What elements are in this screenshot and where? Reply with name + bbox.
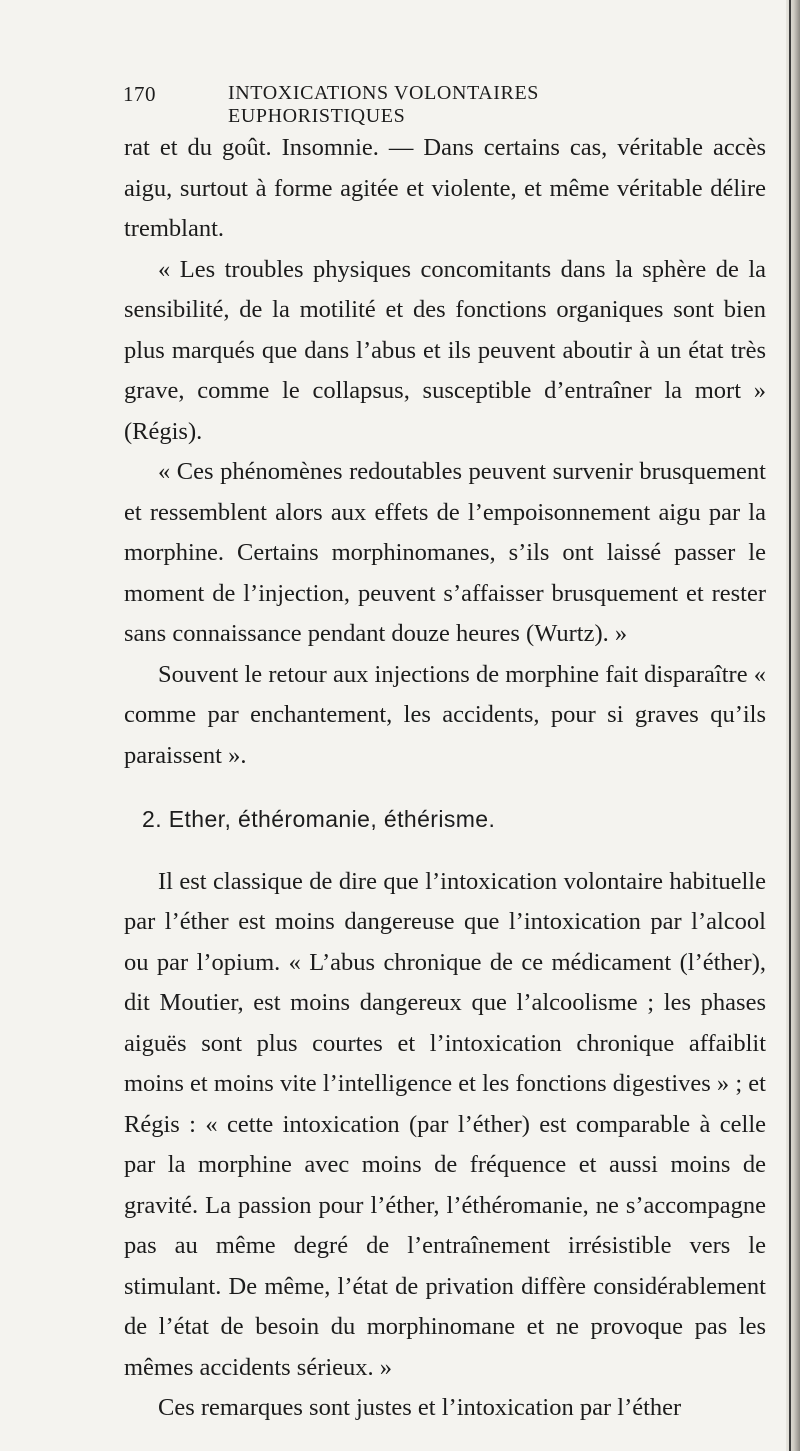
page-number: 170 — [123, 82, 156, 106]
page-header — [123, 82, 693, 127]
paragraph: rat et du goût. Insomnie. — Dans certains cas, véritable accès aigu, surtout à forme agitée et violente, et même véritable délire tremblant. — [124, 134, 766, 242]
page-edge-line — [789, 0, 791, 1451]
paragraph: Ces remarques sont justes et l’intoxication par l’éther — [158, 1394, 682, 1421]
running-head: INTOXICATIONS VOLONTAIRES EUPHORISTIQUES — [228, 82, 539, 127]
paragraph: Il est classique de dire que l’intoxication volontaire habituelle par l’éther est moins dangereuse que l’intoxication par l’alcool ou par l’opium. « L’abus chronique de ce médicament (l’éther), dit Moutier, est moins dangereux que l’alcoolisme ; les phases aiguës sont plus courtes et l’intoxication chronique affaiblit moins et moins vite l’intelligence et les fonctions digestives » ; et Régis : « cette intoxication (par l’éther) est comparable à celle par la morphine avec moins de fréquence et aussi moins de gravité. La passion pour l’éther, l’éthéromanie, ne s’accompagne pas au même degré de l’entraînement irrésistible vers le stimulant. De même, l’état de privation diffère considérablement de l’état de besoin du morphinomane et ne provoque pas les mêmes accidents sérieux. » — [124, 867, 766, 1381]
paragraph: « Les troubles physiques concomitants dans la sphère de la sensibilité, de la motilité et des fonctions organiques sont bien plus marqués que dans l’abus et ils peuvent aboutir à un état très grave, comme le collapsus, susceptible d’entraîner la mort » (Régis). — [124, 255, 766, 445]
paragraph: « Ces phénomènes redoutables peuvent survenir brusquement et ressemblent alors aux effets de l’empoisonnement aigu par la morphine. Certains morphinomanes, s’ils ont laissé passer le moment de l’injection, peuvent s’affaisser brusquement et rester sans connaissance pendant douze heures (Wurtz). » — [124, 458, 766, 647]
paragraph: Souvent le retour aux injections de morphine fait disparaître « comme par enchantement, les accidents, pour si graves qu’ils paraissent ». — [124, 660, 766, 769]
body-text — [124, 128, 766, 1429]
section-heading: 2. Ether, éthéromanie, éthérisme. — [142, 806, 496, 832]
